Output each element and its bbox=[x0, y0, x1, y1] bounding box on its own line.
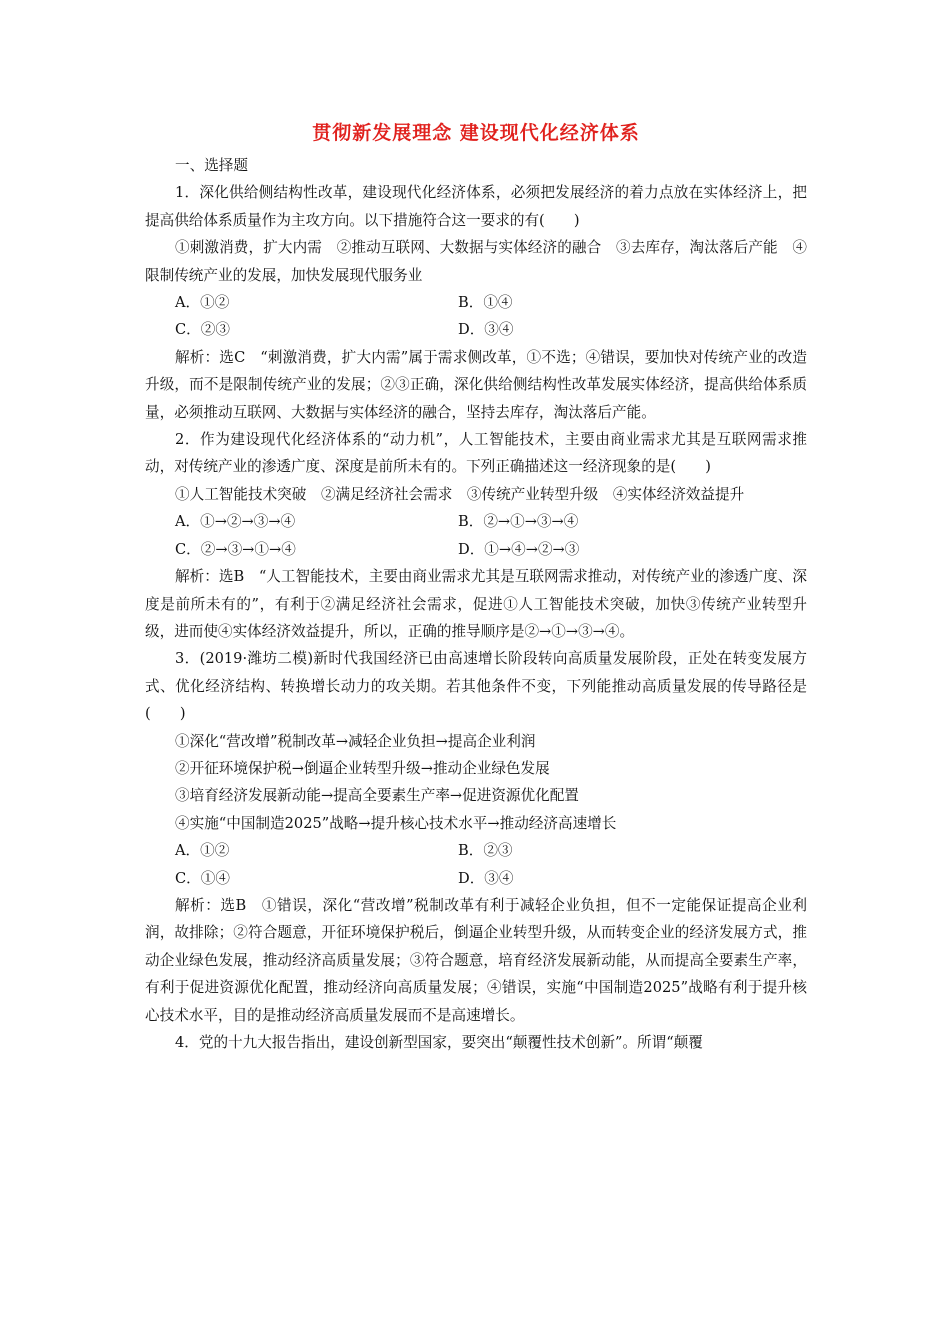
question-stem: 3．(2019·潍坊二模)新时代我国经济已由高速增长阶段转向高质量发展阶段，正处在转变发展方式、优化经济结构、转换增长动力的攻关期。若其他条件不变，下列能推动高质量发展的传导路径是( ) bbox=[145, 650, 807, 723]
answer-analysis: 解析：选B ①错误，深化“营改增”税制改革有利于减轻企业负担，但不一定能保证提高企业利润，故排除；②符合题意，开征环境保护税后，倒逼企业转型升级，从而转变企业的经济发展方式，推动企业绿色发展，推动经济高质量发展；③符合题意，培育经济发展新动能，从而提高全要素生产率，有利于促进资源优化配置，推动经济向高质量发展；④错误，实施“中国制造2025”战略有利于提升核心技术水平，目的是推动经济高质量发展而不是高速增长。 bbox=[145, 896, 807, 1024]
option-a: A．①② bbox=[175, 294, 230, 312]
question-stem: 2．作为建设现代化经济体系的“动力机”，人工智能技术，主要由商业需求尤其是互联网需求推动，对传统产业的渗透广度、深度是前所未有的。下列正确描述这一经济现象的是( ) bbox=[145, 431, 807, 476]
document-title: 贯彻新发展理念 建设现代化经济体系 bbox=[312, 122, 640, 144]
option-a: A．①→②→③→④ bbox=[175, 513, 296, 531]
question-stem: 4．党的十九大报告指出，建设创新型国家，要突出“颠覆性技术创新”。所谓“颠覆 bbox=[175, 1034, 703, 1051]
question-3 bbox=[145, 645, 807, 1029]
option-c: C．②③ bbox=[175, 321, 230, 339]
answer-analysis: 解析：选C “刺激消费，扩大内需”属于需求侧改革，①不选；④错误，要加快对传统产业的改造升级，而不是限制传统产业的发展；②③正确，深化供给侧结构性改革发展实体经济，提高供给体系质量，必须推动互联网、大数据与实体经济的融合，坚持去库存，淘汰落后产能。 bbox=[145, 348, 807, 421]
option-b: B．②→①→③→④ bbox=[458, 513, 579, 531]
question-2 bbox=[145, 426, 807, 645]
question-1 bbox=[145, 179, 807, 426]
options-row bbox=[145, 316, 807, 343]
question-item: ④实施“中国制造2025”战略→提升核心技术水平→推动经济高速增长 bbox=[175, 814, 617, 832]
option-c: C．②→③→①→④ bbox=[175, 540, 296, 558]
document-page bbox=[145, 118, 807, 1056]
question-stem: 1．深化供给侧结构性改革，建设现代化经济体系，必须把发展经济的着力点放在实体经济上，把提高供给体系质量作为主攻方向。以下措施符合这一要求的有( ) bbox=[145, 184, 807, 229]
options-row bbox=[145, 536, 807, 563]
question-items: ①刺激消费，扩大内需 ②推动互联网、大数据与实体经济的融合 ③去库存，淘汰落后产能 ④限制传统产业的发展，加快发展现代服务业 bbox=[145, 239, 807, 284]
option-c: C．①④ bbox=[175, 869, 230, 887]
option-a: A．①② bbox=[175, 842, 230, 860]
question-item: ①深化“营改增”税制改革→减轻企业负担→提高企业利润 bbox=[175, 732, 536, 750]
answer-analysis: 解析：选B “人工智能技术，主要由商业需求尤其是互联网需求推动，对传统产业的渗透广度、深度是前所未有的”，有利于②满足经济社会需求，促进①人工智能技术突破，加快③传统产业转型升级，进而使④实体经济效益提升，所以，正确的推导顺序是②→①→③→④。 bbox=[145, 568, 807, 640]
option-b: B．①④ bbox=[458, 294, 513, 312]
question-items: ①人工智能技术突破 ②满足经济社会需求 ③传统产业转型升级 ④实体经济效益提升 bbox=[175, 485, 745, 503]
question-item: ③培育经济发展新动能→提高全要素生产率→促进资源优化配置 bbox=[175, 787, 579, 805]
options-row bbox=[145, 837, 807, 864]
question-item: ②开征环境保护税→倒逼企业转型升级→推动企业绿色发展 bbox=[175, 759, 550, 777]
option-d: D．③④ bbox=[458, 869, 514, 887]
question-4 bbox=[145, 1029, 807, 1056]
option-d: D．①→④→②→③ bbox=[458, 540, 580, 558]
options-row bbox=[145, 508, 807, 535]
options-row bbox=[145, 289, 807, 316]
options-row bbox=[145, 865, 807, 892]
option-b: B．②③ bbox=[458, 842, 513, 860]
section-heading: 一、选择题 bbox=[175, 157, 248, 174]
option-d: D．③④ bbox=[458, 321, 514, 339]
